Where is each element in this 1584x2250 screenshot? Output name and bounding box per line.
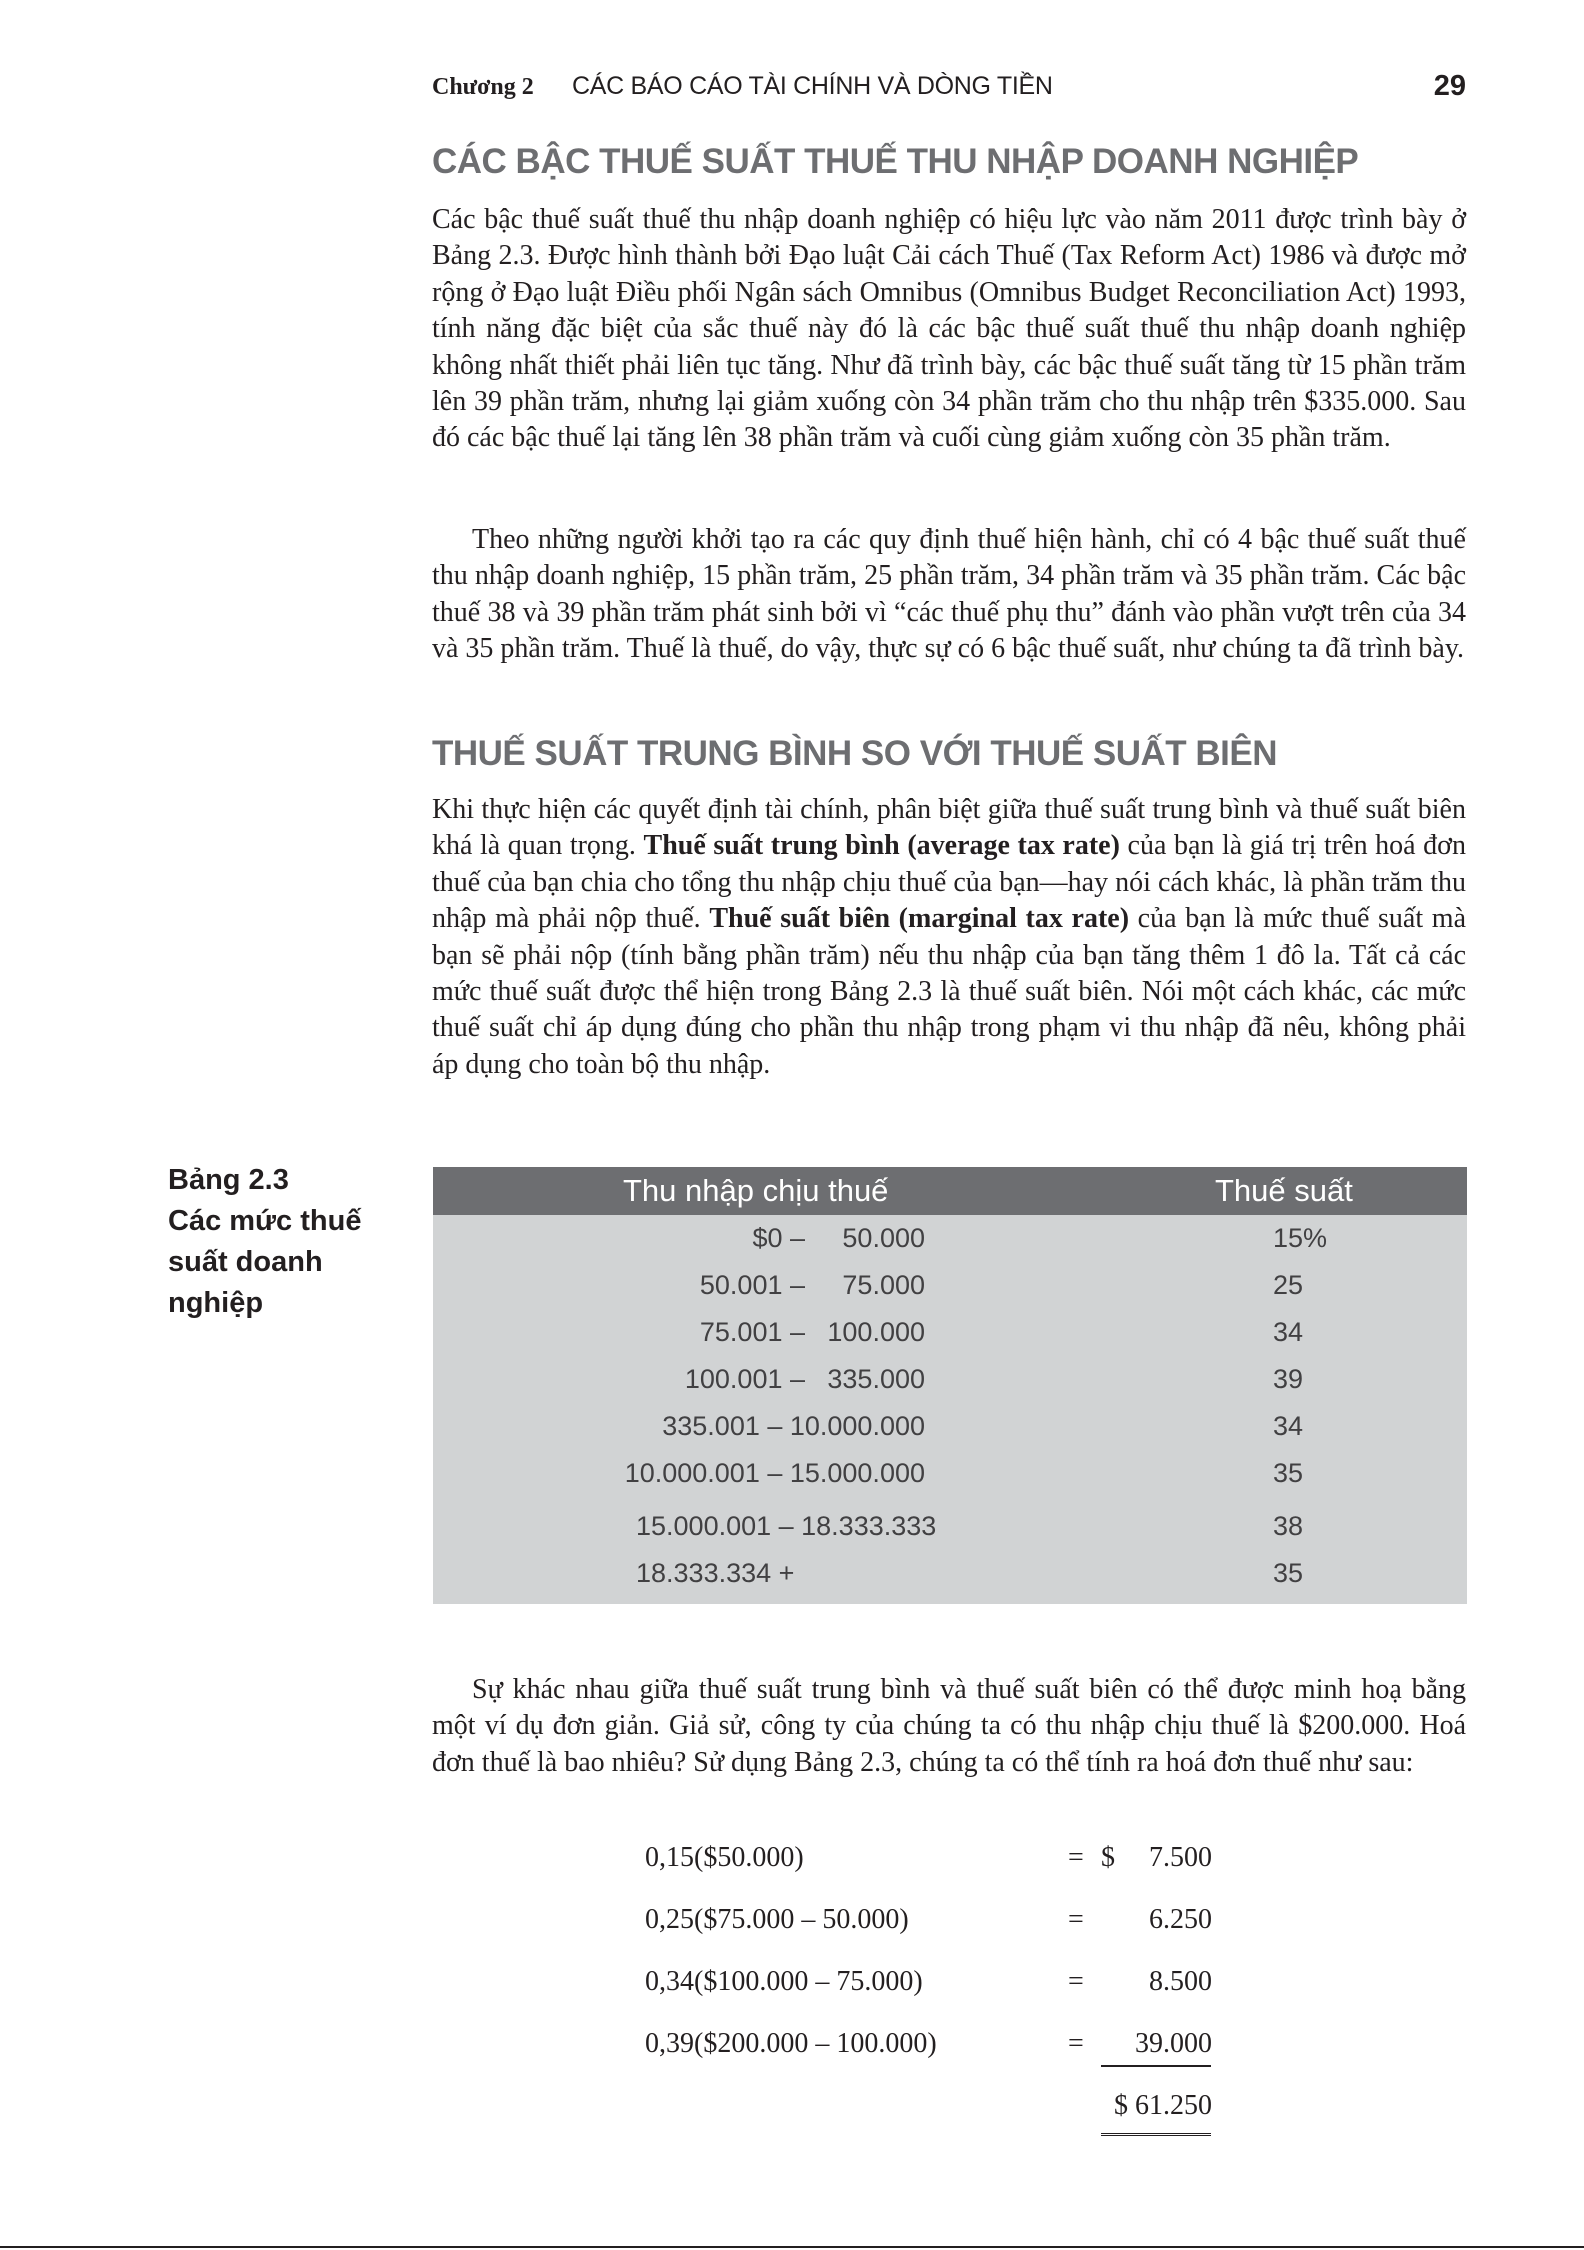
table-number: Bảng 2.3: [168, 1164, 289, 1196]
section-heading-average-vs-marginal: THUẾ SUẤT TRUNG BÌNH SO VỚI THUẾ SUẤT BIÊN: [432, 734, 1277, 773]
calc-equals: =: [1068, 1966, 1084, 1997]
column-header-rate: Thuế suất: [1215, 1173, 1353, 1208]
calc-expression: 0,25($75.000 – 50.000): [645, 1904, 909, 1935]
table-row: 15.000.001 – 18.333.333 38: [636, 1511, 1304, 1541]
table-row: 10.000.001 – 15.000.000 35: [624, 1458, 1304, 1488]
paragraph-tax-brackets-2: Theo những người khởi tạo ra các quy định thuế hiện hành, chỉ có 4 bậc thuế suất thuế thu nhập doanh nghiệp, 15 phần trăm, 25 phần trăm, 34 phần trăm và 35 phần trăm. Các bậc thuế 38 và 39 phần trăm phát sinh bởi vì “các thuế phụ thu” đánh vào phần vượt trên của 34 và 35 phần trăm. Thuế là thuế, do vậy, thực sự có 6 bậc thuế suất, như chúng ta đã trình bày.: [432, 524, 1466, 665]
page-bottom-rule: [0, 2246, 1584, 2248]
paragraph-example: Sự khác nhau giữa thuế suất trung bình và thuế suất biên có thể được minh hoạ bằng một ví dụ đơn giản. Giả sử, công ty của chúng ta có thu nhập chịu thuế là $200.000. Hoá đơn thuế là bao nhiêu? Sử dụng Bảng 2.3, chúng ta có thể tính ra hoá đơn thuế như sau:: [432, 1674, 1466, 1778]
table-caption: Các mức thuế suất doanh nghiệp: [168, 1205, 362, 1319]
total-double-underline: [1101, 2133, 1211, 2144]
section-heading-tax-brackets: CÁC BẬC THUẾ SUẤT THUẾ THU NHẬP DOANH NGHIỆP: [432, 142, 1359, 181]
table-row: 18.333.334 + 35: [636, 1558, 1304, 1588]
table-row: 50.001 – 75.000 25: [699, 1270, 1304, 1300]
table-row: $0 – 50.000 15%: [752, 1223, 1328, 1253]
table-row: 100.001 – 335.000 39: [684, 1364, 1304, 1394]
column-header-income: Thu nhập chịu thuế: [623, 1173, 889, 1208]
chapter-label: Chương 2: [432, 74, 534, 100]
calc-expression: 0,15($50.000): [645, 1842, 804, 1873]
calc-equals: =: [1068, 1904, 1084, 1935]
table-header: [433, 1167, 1467, 1215]
subtotal-underline: [1101, 2065, 1211, 2067]
running-header: [432, 70, 1466, 110]
calc-amount: 8.500: [1149, 1966, 1212, 1997]
calc-currency: $: [1101, 1842, 1115, 1873]
tax-rate-table: [433, 1167, 1467, 1604]
term-marginal-tax-rate: Thuế suất biên (marginal tax rate): [709, 903, 1130, 935]
chapter-title: CÁC BÁO CÁO TÀI CHÍNH VÀ DÒNG TIỀN: [572, 72, 1053, 100]
term-average-tax-rate: Thuế suất trung bình (average tax rate): [643, 830, 1120, 862]
paragraph-average-vs-marginal: Khi thực hiện các quyết định tài chính, phân biệt giữa thuế suất trung bình và thuế suất biên khá là quan trọng. Thuế suất trung bình (average tax rate) của bạn là giá trị trên hoá đơn thuế của bạn chia cho tổng thu nhập chịu thuế của bạn—hay nói cách khác, là phần trăm thu nhập mà phải nộp thuế. Thuế suất biên (marginal tax rate) của bạn là mức thuế suất mà bạn sẽ phải nộp (tính bằng phần trăm) nếu thu nhập của bạn tăng thêm 1 đô la. Tất cả các mức thuế suất được thể hiện trong Bảng 2.3 là thuế suất biên. Nói một cách khác, các mức thuế suất chỉ áp dụng đúng cho phần thu nhập trong phạm vi thu nhập đã nêu, không phải áp dụng cho toàn bộ thu nhập.: [432, 794, 1466, 1080]
page-number: 29: [1433, 70, 1466, 102]
paragraph-tax-brackets: Các bậc thuế suất thuế thu nhập doanh nghiệp có hiệu lực vào năm 2011 được trình bày ở Bảng 2.3. Được hình thành bởi Đạo luật Cải cách Thuế (Tax Reform Act) 1986 và được mở rộng ở Đạo luật Điều phối Ngân sách Omnibus (Omnibus Budget Reconciliation Act) 1993, tính năng đặc biệt của sắc thuế này đó là các bậc thuế suất thuế thu nhập doanh nghiệp không nhất thiết phải liên tục tăng. Như đã trình bày, các bậc thuế suất tăng từ 15 phần trăm lên 39 phần trăm, nhưng lại giảm xuống còn 34 phần trăm cho thu nhập trên $335.000. Sau đó các bậc thuế lại tăng lên 38 phần trăm và cuối cùng giảm xuống còn 35 phần trăm.: [432, 204, 1466, 454]
calc-amount: 7.500: [1149, 1842, 1212, 1873]
calc-amount: 39.000: [1135, 2028, 1212, 2059]
calc-total: $ 61.250: [1114, 2090, 1212, 2121]
calc-equals: =: [1068, 2028, 1084, 2059]
calc-expression: 0,39($200.000 – 100.000): [645, 2028, 937, 2059]
calc-amount: 6.250: [1149, 1904, 1212, 1935]
table-row: 75.001 – 100.000 34: [699, 1317, 1304, 1347]
calc-expression: 0,34($100.000 – 75.000): [645, 1966, 923, 1997]
table-row: 335.001 – 10.000.000 34: [662, 1411, 1304, 1441]
table-label: [168, 1160, 418, 1324]
calc-equals: =: [1068, 1842, 1084, 1873]
